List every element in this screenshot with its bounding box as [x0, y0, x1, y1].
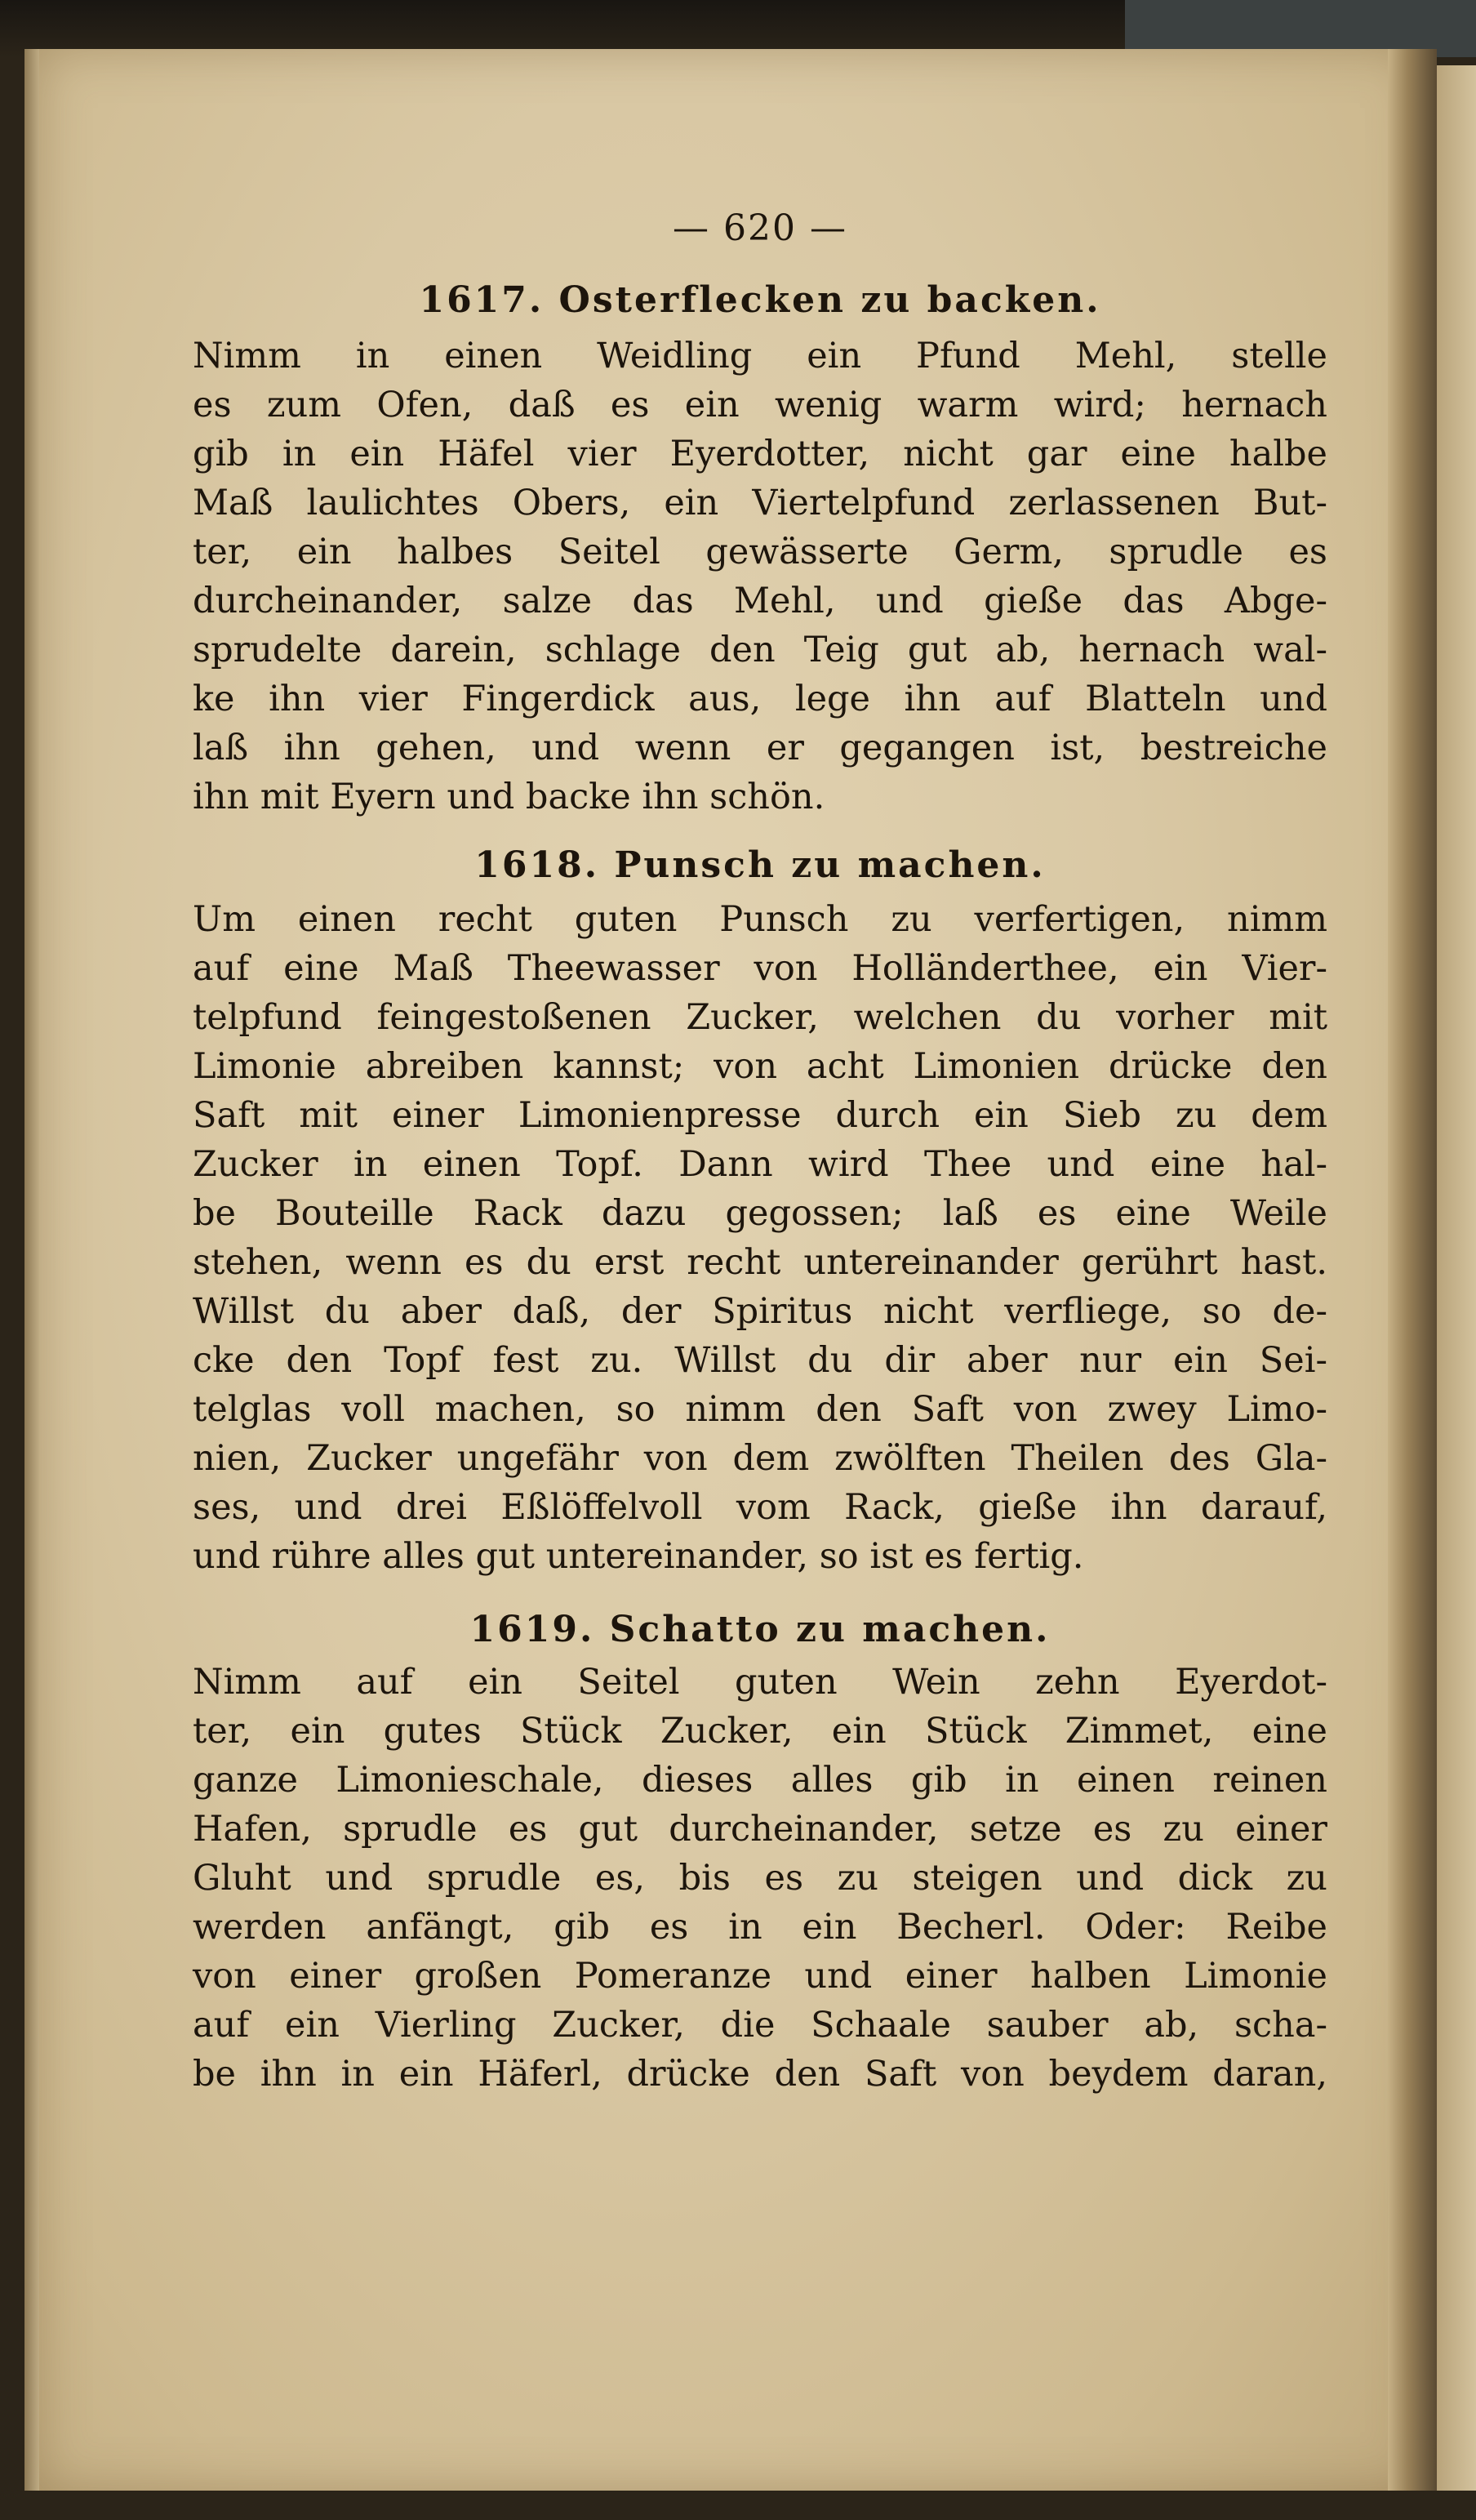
text-line: und rühre alles gut untereinander, so ist es fertig.: [193, 1536, 1084, 1577]
recipe-heading-1618: 1618. Punsch zu machen.: [474, 844, 1046, 886]
text-line: sprudelte darein, schlage den Teig gut ab, hernach wal-: [193, 630, 1327, 670]
text-line: Maß laulichtes Obers, ein Viertelpfund zerlassenen But-: [193, 483, 1327, 523]
text-line: Hafen, sprudle es gut durcheinander, setze es zu einer: [193, 1809, 1327, 1850]
text-line: telpfund feingestoßenen Zucker, welchen du vorher mit: [193, 997, 1327, 1038]
text-line: Um einen recht guten Punsch zu verfertigen, nimm: [193, 899, 1327, 940]
text-line: cke den Topf fest zu. Willst du dir aber nur ein Sei-: [193, 1340, 1327, 1381]
text-line: Willst du aber daß, der Spiritus nicht verfliege, so de-: [193, 1291, 1327, 1332]
text-line: be ihn in ein Häferl, drücke den Saft von beydem daran,: [193, 2054, 1327, 2095]
recipe-heading-1619: 1619. Schatto zu machen.: [469, 1609, 1051, 1650]
text-line: be Bouteille Rack dazu gegossen; laß es eine Weile: [193, 1193, 1327, 1234]
text-line: Limonie abreiben kannst; von acht Limonien drücke den: [193, 1046, 1327, 1087]
text-line: auf eine Maß Theewasser von Holländerthee, ein Vier-: [193, 948, 1327, 989]
text-line: ter, ein halbes Seitel gewässerte Germ, sprudle es: [193, 532, 1327, 572]
text-line: stehen, wenn es du erst recht untereinander gerührt hast.: [193, 1242, 1327, 1283]
text-line: ihn mit Eyern und backe ihn schön.: [193, 777, 825, 817]
text-line: ke ihn vier Fingerdick aus, lege ihn auf Blatteln und: [193, 679, 1327, 719]
text-line: Gluht und sprudle es, bis es zu steigen und dick zu: [193, 1858, 1327, 1899]
page-number: — 620 —: [673, 207, 847, 249]
text-line: auf ein Vierling Zucker, die Schaale sauber ab, scha-: [193, 2005, 1327, 2046]
text-line: Nimm auf ein Seitel guten Wein zehn Eyerdot-: [193, 1662, 1327, 1703]
text-line: gib in ein Häfel vier Eyerdotter, nicht gar eine halbe: [193, 434, 1327, 474]
text-line: Zucker in einen Topf. Dann wird Thee und eine hal-: [193, 1144, 1327, 1185]
text-line: durcheinander, salze das Mehl, und gieße das Abge-: [193, 581, 1327, 621]
text-line: von einer großen Pomeranze und einer halben Limonie: [193, 1956, 1327, 1997]
facing-page-edge: [1437, 65, 1476, 2491]
text-line: es zum Ofen, daß es ein wenig warm wird; hernach: [193, 385, 1327, 425]
text-line: laß ihn gehen, und wenn er gegangen ist, bestreiche: [193, 728, 1327, 768]
text-line: Saft mit einer Limonienpresse durch ein Sieb zu dem: [193, 1095, 1327, 1136]
text-line: Nimm in einen Weidling ein Pfund Mehl, stelle: [193, 336, 1327, 376]
recipe-heading-1617: 1617. Osterflecken zu backen.: [419, 279, 1101, 321]
text-line: telglas voll machen, so nimm den Saft von zwey Limo-: [193, 1389, 1327, 1430]
text-line: ter, ein gutes Stück Zucker, ein Stück Zimmet, eine: [193, 1711, 1327, 1752]
text-line: nien, Zucker ungefähr von dem zwölften Theilen des Gla-: [193, 1438, 1327, 1479]
book-gutter: [1388, 49, 1437, 2491]
text-line: ganze Limonieschale, dieses alles gib in einen reinen: [193, 1760, 1327, 1801]
text-line: ses, und drei Eßlöffelvoll vom Rack, gieße ihn darauf,: [193, 1487, 1327, 1528]
text-line: werden anfängt, gib es in ein Becherl. Oder: Reibe: [193, 1907, 1327, 1948]
